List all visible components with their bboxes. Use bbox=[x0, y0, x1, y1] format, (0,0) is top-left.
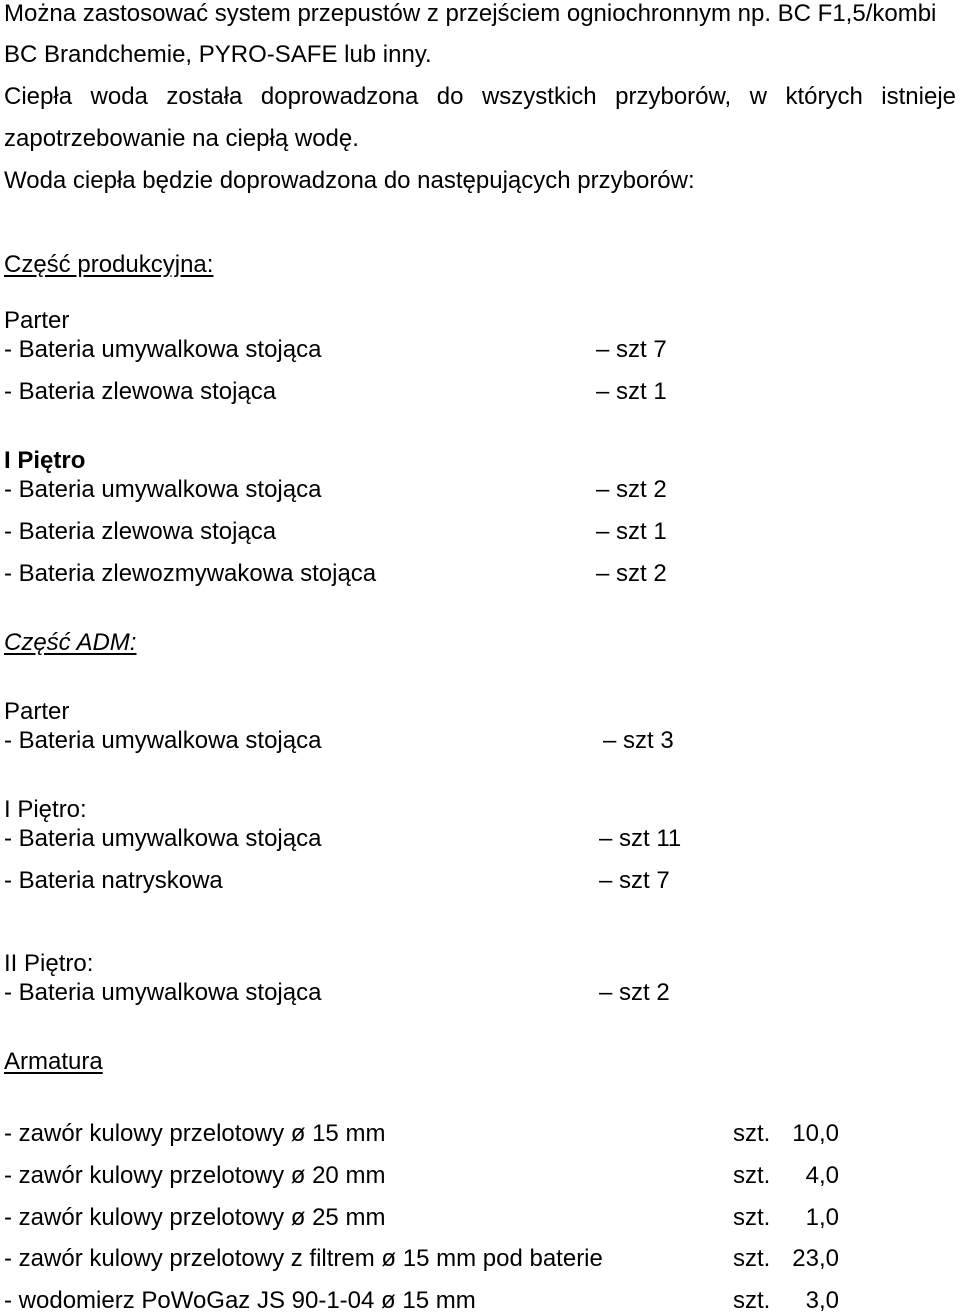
list-item-qty: – szt 1 bbox=[596, 378, 667, 405]
list-item-name: - Bateria umywalkowa stojąca bbox=[4, 336, 322, 363]
list-item-qty: – szt 2 bbox=[596, 560, 667, 587]
intro-line-3: Ciepła woda została doprowadzona do wszystkich przyborów, w których istnieje bbox=[4, 83, 956, 110]
list-item-qty: – szt 7 bbox=[596, 336, 667, 363]
list-item-name: - Bateria umywalkowa stojąca bbox=[4, 979, 322, 1006]
table-row-unit: szt. bbox=[733, 1245, 771, 1272]
table-row-unit: szt. bbox=[733, 1120, 771, 1147]
table-row-amount: 1,0 bbox=[805, 1204, 839, 1231]
list-item-qty: – szt 2 bbox=[599, 979, 670, 1006]
intro-line-4: zapotrzebowanie na ciepłą wodę. bbox=[4, 125, 359, 152]
list-item-qty: – szt 7 bbox=[599, 867, 670, 894]
list-item-name: - Bateria umywalkowa stojąca bbox=[4, 825, 322, 852]
list-item-name: - Bateria zlewowa stojąca bbox=[4, 378, 277, 405]
adm-ground-label: Parter bbox=[4, 698, 70, 725]
table-row-amount: 10,0 bbox=[792, 1120, 839, 1147]
fittings-heading: Armatura bbox=[4, 1048, 103, 1075]
adm-second-label: II Piętro: bbox=[4, 950, 94, 977]
list-item-name: - Bateria natryskowa bbox=[4, 867, 223, 894]
table-row-name: - zawór kulowy przelotowy ø 25 mm bbox=[4, 1204, 386, 1231]
list-item-qty: – szt 3 bbox=[603, 727, 674, 754]
intro-line-5: Woda ciepła będzie doprowadzona do następujących przyborów: bbox=[4, 167, 695, 194]
list-item-qty: – szt 2 bbox=[596, 476, 667, 503]
intro-line-2: BC Brandchemie, PYRO-SAFE lub inny. bbox=[4, 41, 432, 68]
production-first-label: I Piętro bbox=[4, 447, 86, 474]
table-row-unit: szt. bbox=[733, 1204, 771, 1231]
table-row-name: - zawór kulowy przelotowy z filtrem ø 15 mm pod baterie bbox=[4, 1245, 603, 1272]
table-row-name: - wodomierz PoWoGaz JS 90-1-04 ø 15 mm bbox=[4, 1287, 476, 1314]
list-item-name: - Bateria zlewozmywakowa stojąca bbox=[4, 560, 377, 587]
table-row-name: - zawór kulowy przelotowy ø 20 mm bbox=[4, 1162, 386, 1189]
table-row-amount: 23,0 bbox=[792, 1245, 839, 1272]
list-item-name: - Bateria zlewowa stojąca bbox=[4, 518, 277, 545]
table-row-name: - zawór kulowy przelotowy ø 15 mm bbox=[4, 1120, 386, 1147]
table-row-amount: 3,0 bbox=[805, 1287, 839, 1314]
list-item-qty: – szt 1 bbox=[596, 518, 667, 545]
table-row-unit: szt. bbox=[733, 1162, 771, 1189]
production-heading: Część produkcyjna: bbox=[4, 251, 214, 278]
list-item-name: - Bateria umywalkowa stojąca bbox=[4, 476, 322, 503]
intro-line-1: Można zastosować system przepustów z przejściem ogniochronnym np. BC F1,5/kombi bbox=[4, 0, 937, 27]
adm-first-label: I Piętro: bbox=[4, 796, 87, 823]
table-row-unit: szt. bbox=[733, 1287, 771, 1314]
list-item-name: - Bateria umywalkowa stojąca bbox=[4, 727, 322, 754]
list-item-qty: – szt 11 bbox=[599, 825, 682, 852]
adm-heading: Część ADM: bbox=[4, 629, 137, 656]
production-ground-label: Parter bbox=[4, 307, 70, 334]
table-row-amount: 4,0 bbox=[805, 1162, 839, 1189]
